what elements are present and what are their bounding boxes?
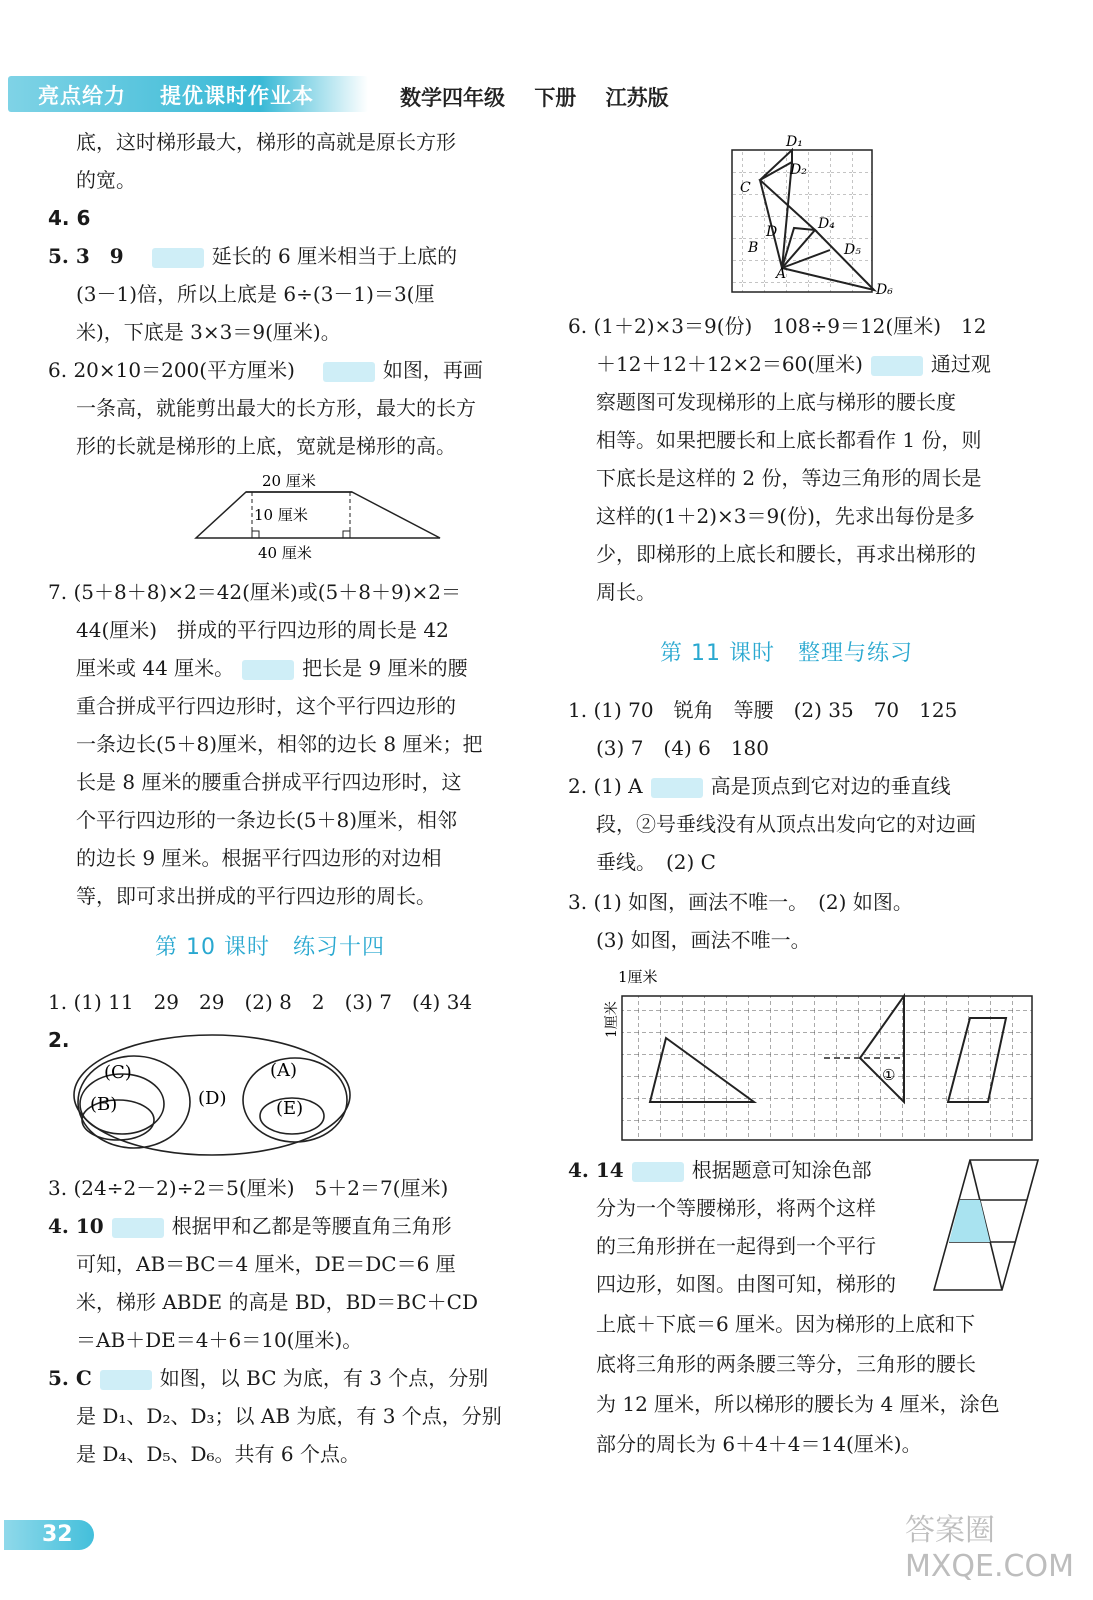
text-line: 等，即可求出拼成的平行四边形的周长。 bbox=[76, 884, 436, 908]
brand-right: 提优课时作业本 bbox=[160, 84, 314, 108]
r-ex-2-head: 2. (1) A bbox=[568, 774, 643, 798]
text-line: 米，梯形 ABDE 的高是 BD，BD＝BC＋CD bbox=[76, 1290, 479, 1314]
text-line: 部分的周长为 6＋4＋4＝14(厘米)。 bbox=[596, 1432, 922, 1456]
label-d5: D₅ bbox=[844, 242, 861, 258]
text-line: 这样的(1＋2)×3＝9(份)，先求出每份是多 bbox=[596, 504, 975, 528]
answer-r6-cont: ＋12＋12＋12×2＝60(厘米) bbox=[596, 352, 863, 376]
text-line: 为 12 厘米，所以梯形的腰长为 4 厘米，涂色 bbox=[596, 1392, 1000, 1416]
analysis-tag bbox=[651, 778, 703, 798]
shaded-trapezoid bbox=[949, 1200, 990, 1242]
ex-4 bbox=[48, 1212, 452, 1240]
trapezoid-shape bbox=[196, 492, 440, 538]
text-line: 段，②号垂线没有从顶点出发向它的对边画 bbox=[596, 812, 976, 836]
text-line: 的边长 9 厘米。根据平行四边形的对边相 bbox=[76, 846, 442, 870]
header-brand-banner bbox=[8, 76, 368, 112]
text-line: 44(厘米) 拼成的平行四边形的周长是 42 bbox=[76, 618, 449, 642]
label-d2: D₂ bbox=[790, 162, 807, 178]
venn-label-a: (A) bbox=[270, 1060, 298, 1081]
text-line: 上底＋下底＝6 厘米。因为梯形的上底和下 bbox=[596, 1312, 976, 1336]
ex-2: 2. bbox=[48, 1028, 70, 1052]
venn-label-d: (D) bbox=[198, 1088, 227, 1109]
subject: 数学四年级 bbox=[400, 86, 505, 110]
unit-label-x: 1厘米 bbox=[618, 968, 658, 986]
answer-r6: 6. (1＋2)×3＝9(份) 108÷9＝12(厘米) 12 bbox=[568, 314, 987, 338]
text-line: 相等。如果把腰长和上底长都看作 1 份，则 bbox=[596, 428, 982, 452]
analysis-tag bbox=[152, 248, 204, 268]
venn-diagram bbox=[70, 1030, 370, 1160]
ex-3: 3. (24÷2－2)÷2＝5(厘米) 5＋2＝7(厘米) bbox=[48, 1176, 449, 1200]
circled-mark: ① bbox=[882, 1066, 896, 1084]
label-c: C bbox=[740, 180, 751, 196]
venn-label-c: (C) bbox=[104, 1062, 132, 1083]
text-line: 形的长就是梯形的上底，宽就是梯形的高。 bbox=[76, 434, 456, 458]
text-line: 米)，下底是 3×3＝9(厘米)。 bbox=[76, 320, 341, 344]
text-line: 的三角形拼在一起得到一个平行 bbox=[596, 1234, 876, 1258]
label-d: D bbox=[766, 224, 778, 240]
answer-r6-analysis: 通过观 bbox=[930, 352, 991, 376]
answer-5-text: 延长的 6 厘米相当于上底的 bbox=[211, 244, 458, 268]
venn-label-b: (B) bbox=[90, 1094, 118, 1115]
label-d6: D₆ bbox=[876, 282, 893, 298]
label-d1: D₁ bbox=[786, 134, 803, 150]
text-line: 个平行四边形的一条边长(5＋8)厘米，相邻 bbox=[76, 808, 458, 832]
text-line: 底将三角形的两条腰三等分，三角形的腰长 bbox=[596, 1352, 976, 1376]
text-line: 周长。 bbox=[596, 580, 656, 604]
r-ex-2-text: 高是顶点到它对边的垂直线 bbox=[710, 774, 951, 798]
text-line: 底，这时梯形最大，梯形的高就是原长方形 bbox=[76, 130, 456, 154]
text-line: 垂线。 (2) C bbox=[596, 850, 716, 874]
header-subtitle bbox=[400, 82, 691, 112]
answer-5 bbox=[48, 242, 457, 270]
answer-7: 7. (5＋8＋8)×2＝42(厘米)或(5＋8＋9)×2＝ bbox=[48, 580, 462, 604]
r-ex-1: 1. (1) 70 锐角 等腰 (2) 35 70 125 bbox=[568, 698, 958, 722]
bottom-base-label: 40 厘米 bbox=[258, 544, 312, 562]
text-line: 长是 8 厘米的腰重合拼成平行四边形时，这 bbox=[76, 770, 462, 794]
section-title-11: 第 11 课时 整理与练习 bbox=[660, 641, 913, 666]
trapezoid-figure bbox=[190, 468, 510, 564]
text-line: 少，即梯形的上底长和腰长，再求出梯形的 bbox=[596, 542, 976, 566]
parallelogram-stripes-figure bbox=[930, 1156, 1042, 1296]
answer-5-head: 5. 3 9 bbox=[48, 244, 144, 268]
text-line: 一条高，就能剪出最大的长方形，最大的长方 bbox=[76, 396, 476, 420]
r-ex-4-text: 根据题意可知涂色部 bbox=[691, 1158, 872, 1182]
analysis-tag bbox=[323, 362, 375, 382]
ex-4-head: 4. 10 bbox=[48, 1214, 104, 1238]
answer-7-analysis: 把长是 9 厘米的腰 bbox=[302, 656, 468, 680]
edition: 江苏版 bbox=[605, 86, 669, 110]
ex-5 bbox=[48, 1364, 488, 1392]
r-ex-2 bbox=[568, 772, 951, 800]
answer-6 bbox=[48, 356, 483, 384]
analysis-tag bbox=[100, 1370, 152, 1390]
text-line: ＝AB＋DE＝4＋6＝10(厘米)。 bbox=[76, 1328, 363, 1352]
text-line: (3－1)倍，所以上底是 6÷(3－1)＝3(厘 bbox=[76, 282, 435, 306]
ex-5-text: 如图，以 BC 为底，有 3 个点，分别 bbox=[159, 1366, 489, 1390]
ex-5-head: 5. C bbox=[48, 1366, 92, 1390]
r-ex-4-head: 4. 14 bbox=[568, 1158, 624, 1182]
section-title-10: 第 10 课时 练习十四 bbox=[155, 935, 385, 960]
venn-label-e: (E) bbox=[276, 1098, 304, 1119]
answer-4: 4. 6 bbox=[48, 206, 91, 230]
text-line: 一条边长(5＋8)厘米，相邻的边长 8 厘米；把 bbox=[76, 732, 483, 756]
text-line: 察题图可发现梯形的上底与梯形的腰长度 bbox=[596, 390, 956, 414]
grid-figure-shapes bbox=[594, 966, 1038, 1144]
answer-7-text: 厘米或 44 厘米。 bbox=[76, 656, 235, 680]
text-line: (3) 7 (4) 6 180 bbox=[596, 736, 769, 760]
brand-left: 亮点给力 bbox=[38, 84, 126, 108]
answer-6-text: 如图，再画 bbox=[382, 358, 483, 382]
top-base-label: 20 厘米 bbox=[262, 472, 316, 490]
analysis-tag bbox=[242, 660, 294, 680]
label-d4: D₄ bbox=[818, 216, 835, 232]
text-line: 的宽。 bbox=[76, 168, 136, 192]
text-line: 是 D₁、D₂、D₃；以 AB 为底，有 3 个点，分别 bbox=[76, 1404, 502, 1428]
grid-figure-d-points bbox=[720, 128, 910, 300]
ex-4-text: 根据甲和乙都是等腰直角三角形 bbox=[171, 1214, 452, 1238]
text-line bbox=[596, 350, 991, 378]
answer-6-head: 6. 20×10＝200(平方厘米) bbox=[48, 358, 315, 382]
text-line: 分为一个等腰梯形，将两个这样 bbox=[596, 1196, 876, 1220]
unit-label-y: 1厘米 bbox=[604, 1001, 620, 1038]
text-line: 是 D₄、D₅、D₆。共有 6 个点。 bbox=[76, 1442, 360, 1466]
watermark: 答案圈 MXQE.COM bbox=[905, 1513, 1074, 1584]
text-line: 四边形，如图。由图可知，梯形的 bbox=[596, 1272, 896, 1296]
text-line bbox=[76, 654, 468, 682]
term: 下册 bbox=[534, 86, 577, 110]
text-line: 重合拼成平行四边形时，这个平行四边形的 bbox=[76, 694, 456, 718]
text-line: 下底长是这样的 2 份，等边三角形的周长是 bbox=[596, 466, 982, 490]
r-ex-3: 3. (1) 如图，画法不唯一。 (2) 如图。 bbox=[568, 890, 913, 914]
label-b: B bbox=[748, 240, 759, 256]
analysis-tag bbox=[112, 1218, 164, 1238]
ex-1: 1. (1) 11 29 29 (2) 8 2 (3) 7 (4) 34 bbox=[48, 990, 473, 1014]
text-line: (3) 如图，画法不唯一。 bbox=[596, 928, 811, 952]
analysis-tag bbox=[632, 1162, 684, 1182]
label-a: A bbox=[776, 266, 787, 282]
r-ex-4 bbox=[568, 1156, 872, 1184]
page-number: 32 bbox=[4, 1520, 94, 1550]
text-line: 可知，AB＝BC＝4 厘米，DE＝DC＝6 厘 bbox=[76, 1252, 456, 1276]
analysis-tag bbox=[871, 356, 923, 376]
height-label: 10 厘米 bbox=[254, 506, 308, 524]
